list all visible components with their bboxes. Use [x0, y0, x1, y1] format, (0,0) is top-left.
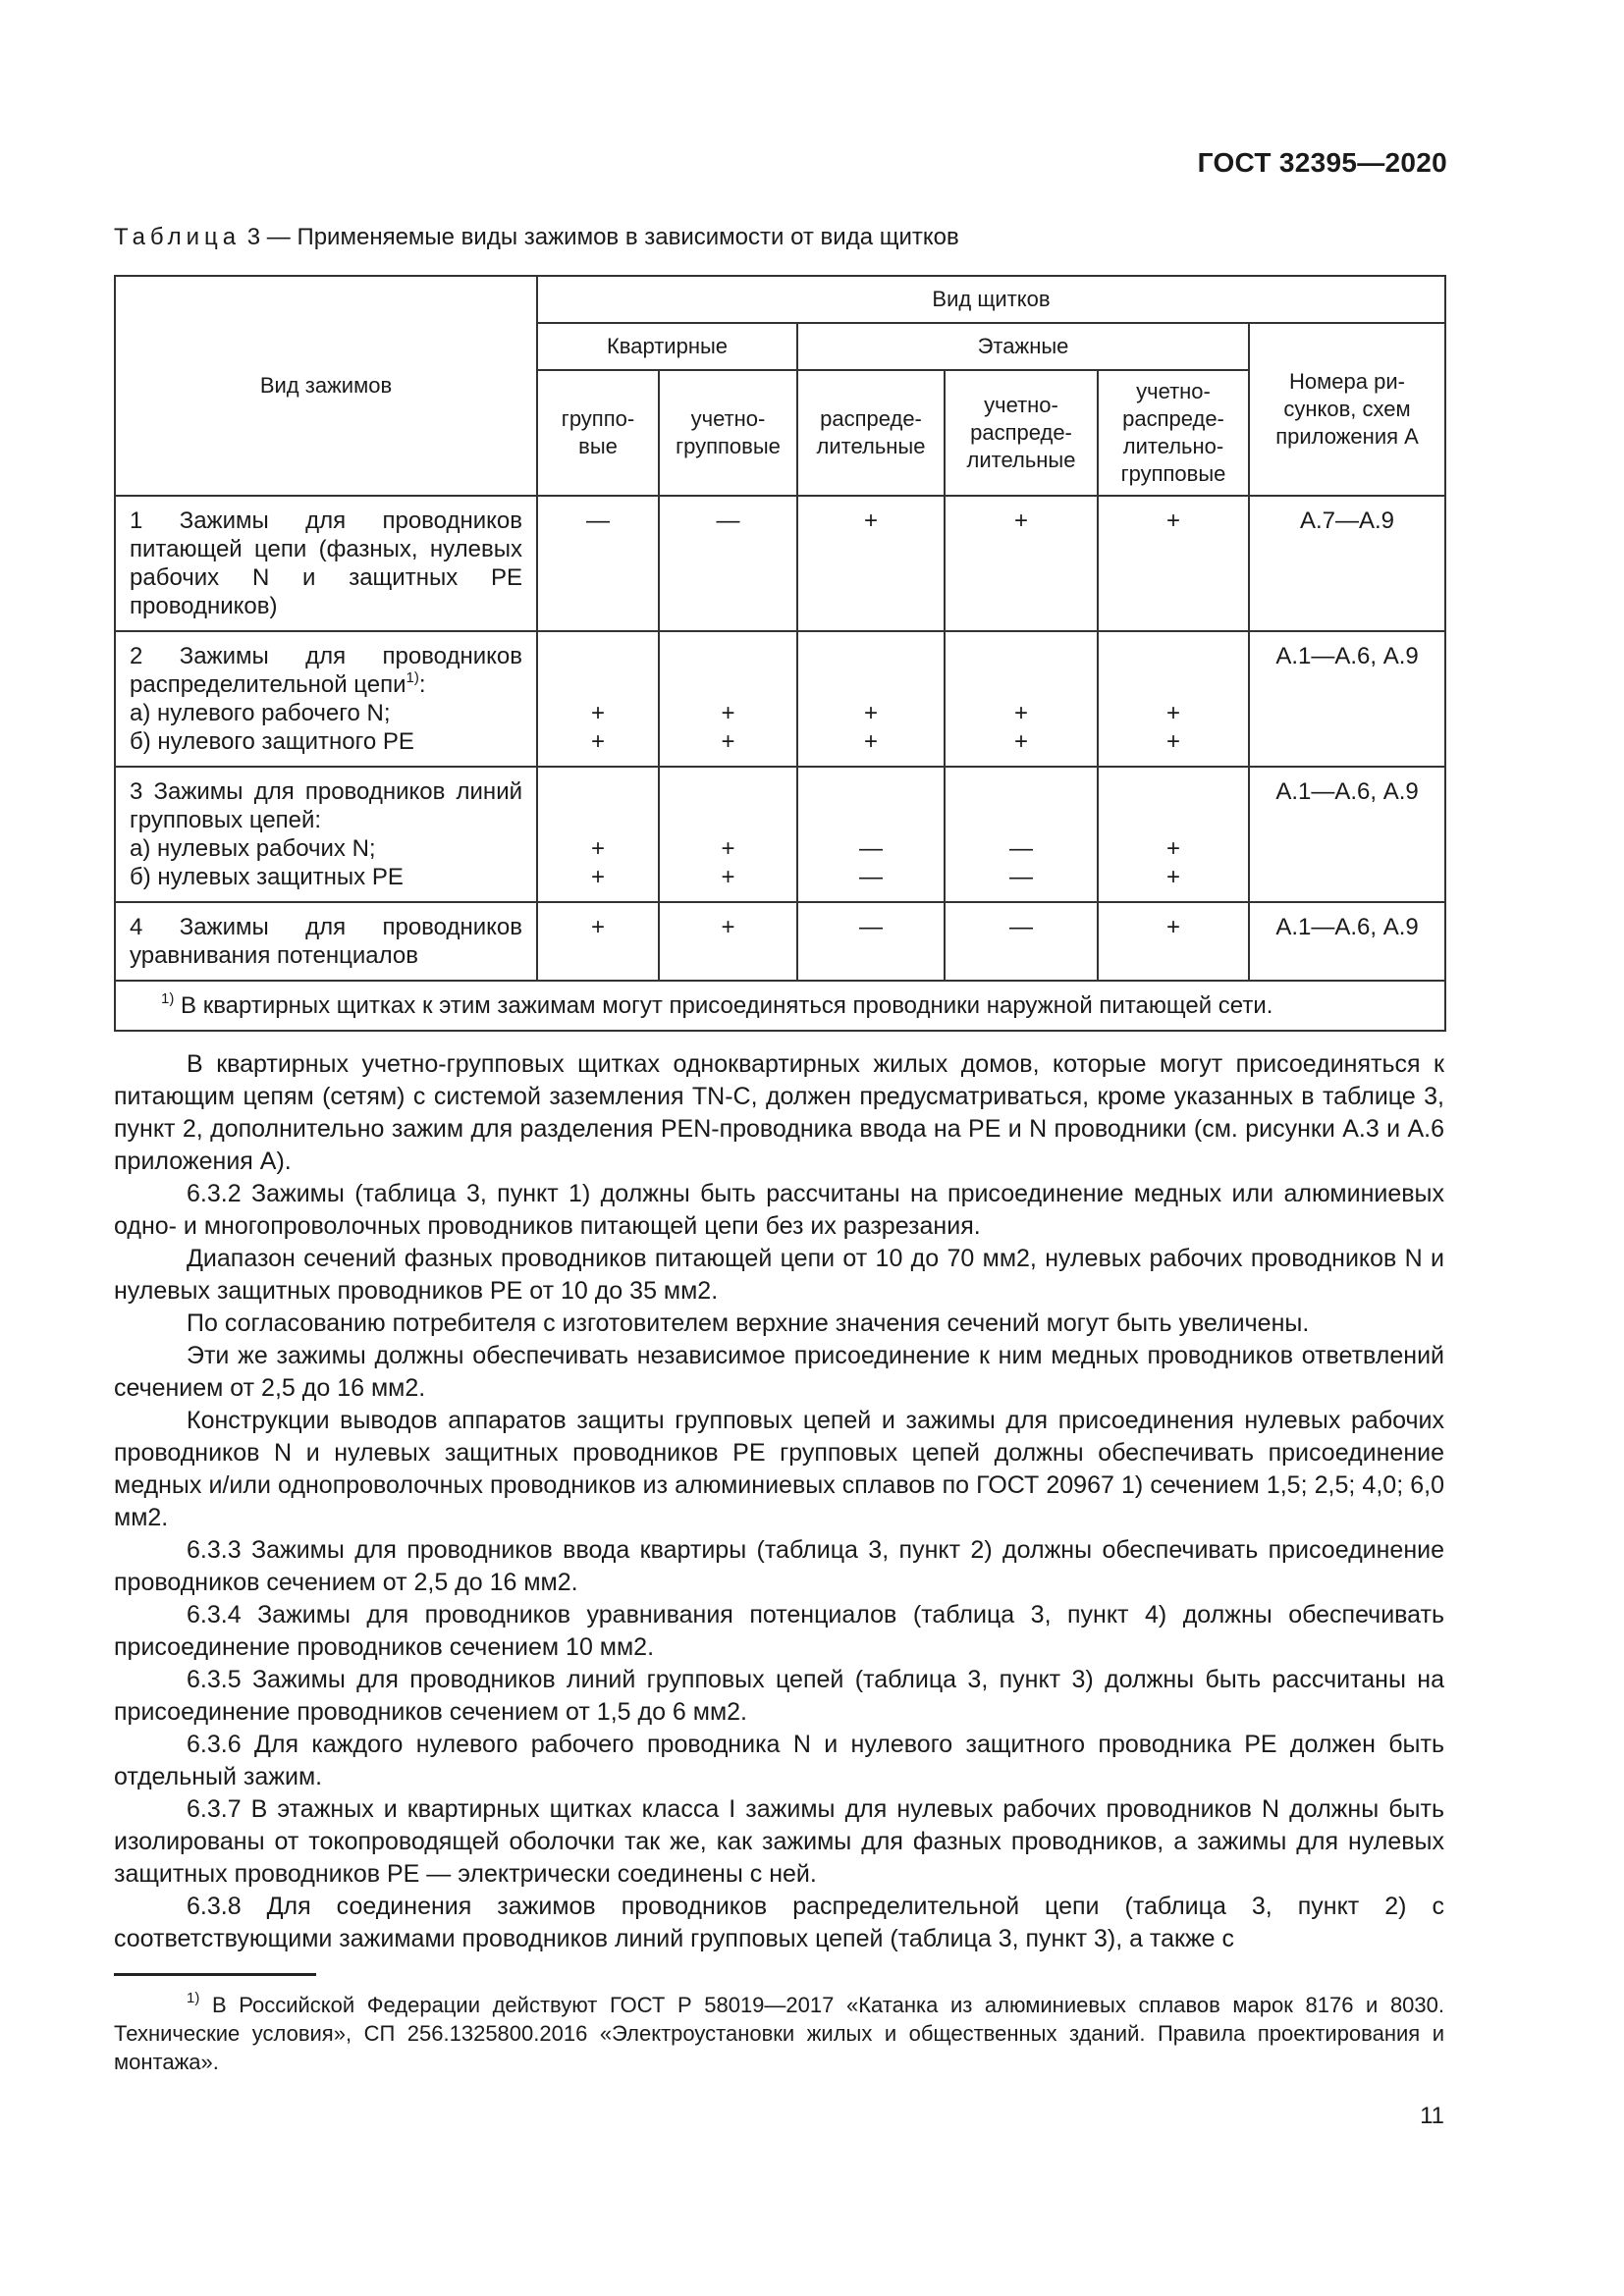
footnote-ref: 1) — [406, 669, 419, 686]
cell-figures: А.1—А.6, А.9 — [1249, 902, 1445, 981]
page-footnote-text: В Российской Федерации действуют ГОСТ Р 58019—2017 «Катанка из алюминиевых сплавов марок 8176 и 8030. Технические условия», СП 256.1325800.2016 «Электроустановки жилых и общественных зданий. Правила проектирования и монтажа». — [114, 1993, 1444, 2074]
row-label-b: б) нулевого защитного PE — [130, 728, 414, 755]
paragraph: Конструкции выводов аппаратов защиты групповых цепей и зажимы для присоединения нулевых рабочих проводников N и нулевых защитных проводников PE групповых цепей должны обеспечивать присоединение медных и/или однопроволочных проводников из алюминиевых сплавов по ГОСТ 20967 1) сечением 1,5; 2,5; 4,0; 6,0 мм2. — [114, 1407, 1444, 1531]
row-label-tail: : — [418, 671, 426, 698]
cell-mark: — — [797, 902, 945, 981]
cell-mark: + — [721, 835, 735, 862]
footnote-separator — [114, 1973, 316, 1976]
document-number: ГОСТ 32395—2020 — [1197, 147, 1447, 178]
row-label-text: 3 Зажимы для проводников линий групповых цепей: — [130, 778, 522, 833]
page-footnote — [114, 1991, 1444, 2076]
table-3 — [114, 275, 1446, 1032]
paragraph: 6.3.3 Зажимы для проводников ввода квартиры (таблица 3, пункт 2) должны обеспечивать присоединение проводников сечением от 2,5 до 16 мм2. — [114, 1536, 1444, 1596]
cell-mark: + — [590, 864, 605, 890]
cell-mark: — — [945, 902, 1098, 981]
table-caption-word: Таблица — [114, 224, 242, 250]
paragraph: 6.3.8 Для соединения зажимов проводников распределительной цепи (таблица 3, пункт 2) с соответствующими зажимами проводников линий групповых цепей (таблица 3, пункт 3), а также с — [114, 1893, 1444, 1952]
col-header-panels: Вид щитков — [537, 276, 1445, 323]
sub-header: учетно- распреде- лительно- групповые — [1098, 370, 1249, 496]
cell-mark: + — [1165, 835, 1180, 862]
cell-mark: — — [659, 496, 797, 631]
cell-mark: + — [797, 496, 945, 631]
cell-mark: + — [537, 902, 659, 981]
paragraph: 6.3.5 Зажимы для проводников линий групповых цепей (таблица 3, пункт 3) должны быть рассчитаны на присоединение проводников сечением от 1,5 до 6 мм2. — [114, 1666, 1444, 1726]
cell-mark: — — [859, 864, 883, 890]
cell-mark: + — [590, 835, 605, 862]
cell-mark: + — [590, 700, 605, 726]
cell-mark: + — [1013, 700, 1028, 726]
table-row — [115, 902, 1445, 981]
cell-mark: — — [537, 496, 659, 631]
paragraph: Эти же зажимы должны обеспечивать независимое присоединение к ним медных проводников ответвлений сечением от 2,5 до 16 мм2. — [114, 1342, 1444, 1402]
cell-mark: + — [1165, 864, 1180, 890]
table-row — [115, 767, 1445, 902]
cell-mark: + — [1098, 902, 1249, 981]
row-label-a: а) нулевого рабочего N; — [130, 700, 391, 726]
cell-mark: + — [1098, 496, 1249, 631]
cell-mark: + — [721, 700, 735, 726]
table-footnote-row — [115, 981, 1445, 1031]
cell-mark: — — [859, 835, 883, 862]
cell-mark: — — [1009, 864, 1033, 890]
table-footnote — [115, 981, 1445, 1031]
table-row — [115, 496, 1445, 631]
row-label-a: а) нулевых рабочих N; — [130, 835, 376, 862]
row-label-text: 2 Зажимы для проводников распределительной цепи — [130, 643, 522, 698]
cell-mark: + — [863, 700, 878, 726]
col-header-figures: Номера ри- сунков, схем приложения А — [1249, 323, 1445, 496]
sub-header: распреде- лительные — [797, 370, 945, 496]
paragraph: 6.3.6 Для каждого нулевого рабочего проводника N и нулевого защитного проводника PE должен быть отдельный зажим. — [114, 1731, 1444, 1790]
paragraph: 6.3.4 Зажимы для проводников уравнивания потенциалов (таблица 3, пункт 4) должны обеспечивать присоединение проводников сечением 10 мм2. — [114, 1601, 1444, 1661]
paragraph: По согласованию потребителя с изготовителем верхние значения сечений могут быть увеличены. — [187, 1309, 1310, 1337]
page-number: 11 — [1420, 2103, 1444, 2129]
cell-mark: + — [945, 496, 1098, 631]
cell-mark: + — [721, 864, 735, 890]
cell-figures: А.1—А.6, А.9 — [1249, 631, 1445, 767]
cell-mark: + — [659, 902, 797, 981]
row-label-b: б) нулевых защитных PE — [130, 864, 404, 890]
row-label — [115, 631, 537, 767]
paragraph: В квартирных учетно-групповых щитках одноквартирных жилых домов, которые могут присоединяться к питающим цепям (сетям) с системой заземления TN-C, должен предусматриваться, кроме указанных в таблице 3, пункт 2, дополнительно зажим для разделения PEN-проводника ввода на PE и N проводники (см. рисунки А.3 и А.6 приложения А). — [114, 1050, 1444, 1175]
cell-mark: + — [863, 728, 878, 755]
cell-mark: + — [590, 728, 605, 755]
table-row — [115, 631, 1445, 767]
cell-figures: А.1—А.6, А.9 — [1249, 767, 1445, 902]
cell-mark: — — [1009, 835, 1033, 862]
paragraph: 6.3.7 В этажных и квартирных щитках класса I зажимы для нулевых рабочих проводников N должны быть изолированы от токопроводящей оболочки так же, как зажимы для фазных проводников, а зажимы для нулевых защитных проводников PE — электрически соединены с ней. — [114, 1795, 1444, 1888]
cell-mark: + — [1165, 728, 1180, 755]
table-caption — [114, 224, 959, 251]
row-label — [115, 767, 537, 902]
row-label: 4 Зажимы для проводников уравнивания потенциалов — [115, 902, 537, 981]
sub-header: учетно- групповые — [659, 370, 797, 496]
cell-mark: + — [1165, 700, 1180, 726]
col-header-floor: Этажные — [797, 323, 1249, 370]
sub-header: группо- вые — [537, 370, 659, 496]
row-label: 1 Зажимы для проводников питающей цепи (фазных, нулевых рабочих N и защитных PE проводников) — [115, 496, 537, 631]
cell-figures: А.7—А.9 — [1249, 496, 1445, 631]
table-caption-text: 3 — Применяемые виды зажимов в зависимости от вида щитков — [241, 224, 959, 250]
paragraph: Диапазон сечений фазных проводников питающей цепи от 10 до 70 мм2, нулевых рабочих проводников N и нулевых защитных проводников PE от 10 до 35 мм2. — [114, 1245, 1444, 1305]
table-footnote-text: В квартирных щитках к этим зажимам могут присоединяться проводники наружной питающей сети. — [181, 992, 1273, 1019]
table-footnote-mark: 1) — [161, 990, 175, 1007]
page-footnote-mark: 1) — [187, 1990, 200, 2006]
body-text — [114, 1048, 1444, 1955]
cell-mark: + — [721, 728, 735, 755]
sub-header: учетно- распреде- лительные — [945, 370, 1098, 496]
paragraph: 6.3.2 Зажимы (таблица 3, пункт 1) должны быть рассчитаны на присоединение медных или алюминиевых одно- и многопроволочных проводников питающей цепи без их разрезания. — [114, 1180, 1444, 1240]
cell-mark: + — [1013, 728, 1028, 755]
col-header-type: Вид зажимов — [115, 276, 537, 496]
col-header-apartment: Квартирные — [537, 323, 797, 370]
